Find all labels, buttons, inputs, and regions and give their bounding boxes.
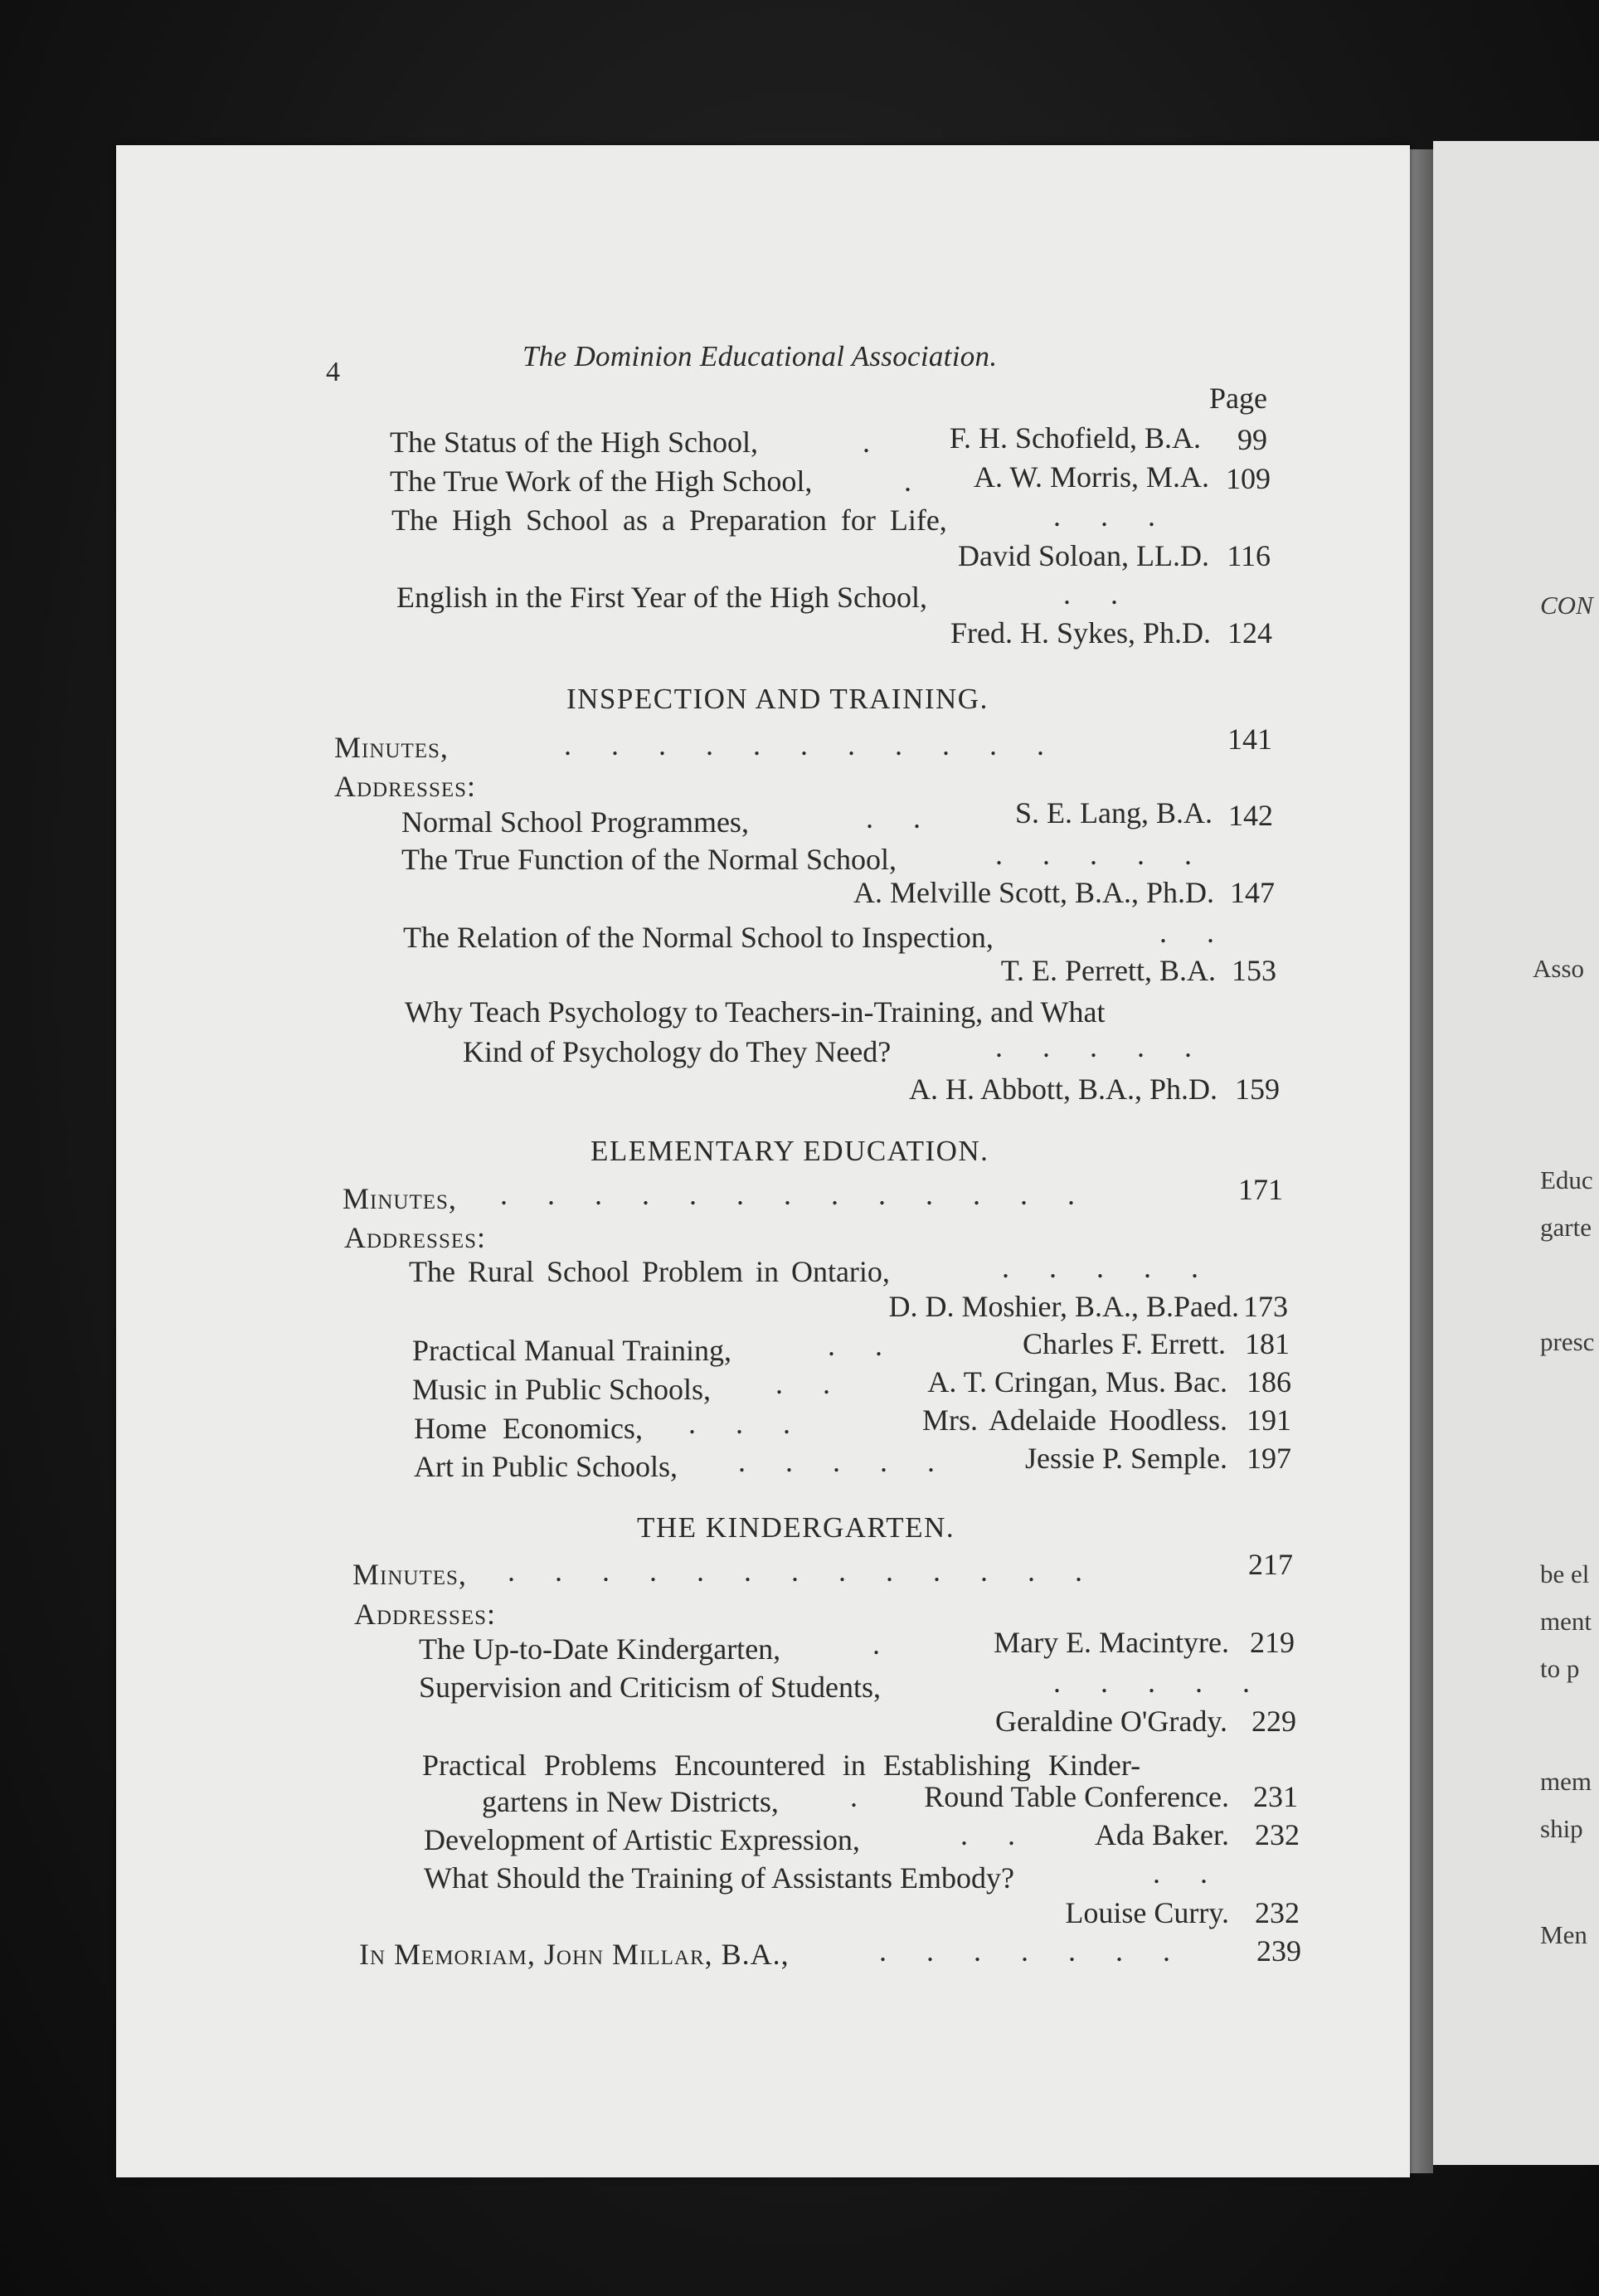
toc-entry-author: Louise Curry.	[1065, 1896, 1229, 1929]
toc-entry-author: Fred. H. Sykes, Ph.D.	[950, 616, 1211, 649]
toc-entry-title: The Rural School Problem in Ontario,	[409, 1255, 890, 1288]
facing-page-fragment: to p	[1540, 1654, 1580, 1683]
toc-entry-author: Jessie P. Semple.	[1024, 1442, 1227, 1475]
toc-entry-page: 124	[1227, 616, 1272, 649]
toc-entry-title: The True Work of the High School,	[390, 465, 813, 498]
toc-entry-title: The Status of the High School,	[390, 426, 758, 459]
section-heading: ELEMENTARY EDUCATION.	[591, 1135, 989, 1167]
leader-dots: ..	[1063, 577, 1158, 610]
toc-entry-page: 116	[1227, 539, 1271, 572]
toc-entry-title: Home Economics,	[414, 1412, 643, 1445]
toc-entry-page: 219	[1250, 1626, 1295, 1659]
toc-entry-author: David Soloan, LL.D.	[958, 539, 1209, 572]
facing-page-fragment: Asso	[1533, 954, 1585, 983]
toc-entry-author: Mrs. Adelaide Hoodless.	[922, 1403, 1227, 1437]
minutes-page: 217	[1248, 1548, 1293, 1581]
toc-entry-title-continuation: Kind of Psychology do They Need?	[463, 1035, 892, 1068]
toc-entry-page: 186	[1247, 1365, 1291, 1399]
toc-entry-title: Practical Manual Training,	[412, 1334, 731, 1367]
toc-entry-title: The Up-to-Date Kindergarten,	[419, 1632, 781, 1666]
toc-entry-page: 173	[1243, 1290, 1288, 1323]
toc-entry-title: Supervision and Criticism of Students,	[419, 1671, 881, 1704]
addresses-label: Addresses:	[334, 770, 477, 803]
leader-dots: ..	[775, 1367, 870, 1400]
toc-entry-page: 231	[1253, 1780, 1298, 1813]
toc-entry-title: Music in Public Schools,	[412, 1373, 712, 1406]
facing-page-fragment: presc	[1540, 1327, 1595, 1356]
toc-entry-page: 159	[1235, 1073, 1280, 1106]
leader-dots: .	[850, 1780, 897, 1813]
toc-entry-author: T. E. Perrett, B.A.	[1000, 954, 1216, 987]
leader-dots: .....	[1053, 1666, 1290, 1699]
toc-entry-author: Mary E. Macintyre.	[994, 1626, 1229, 1659]
facing-page-fragment: Men	[1540, 1920, 1587, 1949]
toc-entry-author: F. H. Schofield, B.A.	[949, 421, 1201, 455]
toc-entry-title: Art in Public Schools,	[414, 1450, 678, 1483]
leader-dots: .............	[508, 1554, 1122, 1588]
facing-page-fragment: ship	[1540, 1814, 1583, 1843]
leader-dots: ..	[1159, 916, 1254, 949]
facing-page-fragment: Educ	[1540, 1165, 1593, 1194]
toc-entry-author: S. E. Lang, B.A.	[1015, 796, 1213, 829]
toc-entry-title: The Relation of the Normal School to Inspection,	[403, 921, 994, 954]
leader-dots: .	[872, 1627, 920, 1661]
page-number: 4	[326, 357, 340, 387]
leader-dots: .....	[1002, 1251, 1238, 1284]
toc-entry-author: D. D. Moshier, B.A., B.Paed.	[888, 1290, 1239, 1323]
running-head-title: The Dominion Educational Association.	[522, 340, 998, 372]
toc-entry-page: 147	[1230, 876, 1275, 909]
toc-entry-title: Practical Problems Encountered in Establishing Kinder-	[422, 1749, 1141, 1782]
facing-page-fragment: mem	[1540, 1767, 1592, 1796]
toc-entry-title: Why Teach Psychology to Teachers-in-Training, and What	[405, 995, 1106, 1029]
leader-dots: .....	[995, 838, 1232, 871]
toc-entry-author: A. Melville Scott, B.A., Ph.D.	[853, 876, 1214, 909]
toc-entry-title: Normal School Programmes,	[401, 805, 749, 839]
leader-dots: ...........	[564, 728, 1084, 761]
facing-page-fragment: ment	[1540, 1607, 1592, 1636]
toc-entry-author: Ada Baker.	[1095, 1818, 1229, 1851]
toc-entry-title: Development of Artistic Expression,	[424, 1823, 860, 1856]
toc-entry-page: 191	[1247, 1403, 1291, 1437]
facing-page-fragment: CON	[1540, 591, 1593, 620]
toc-entry-author: A. H. Abbott, B.A., Ph.D.	[908, 1073, 1217, 1106]
toc-entry-page: 142	[1228, 799, 1273, 832]
section-heading: THE KINDERGARTEN.	[637, 1511, 955, 1544]
leader-dots: ...	[1053, 499, 1195, 533]
toc-entry-page: 181	[1245, 1327, 1290, 1360]
leader-dots: .....	[738, 1445, 974, 1478]
toc-entry-author: A. W. Morris, M.A.	[973, 460, 1209, 494]
leader-dots: .......	[879, 1934, 1210, 1968]
facing-page-fragment: garte	[1540, 1213, 1592, 1242]
facing-page	[1433, 141, 1599, 2165]
toc-entry-page: 229	[1251, 1705, 1296, 1738]
toc-entry-page: 197	[1247, 1442, 1291, 1475]
leader-dots: ..	[1153, 1856, 1247, 1890]
leader-dots: ..	[866, 801, 960, 834]
memoriam-entry: In Memoriam, John Millar, B.A.,	[359, 1938, 790, 1971]
memoriam-page: 239	[1256, 1934, 1301, 1968]
facing-page-fragment: be el	[1540, 1559, 1590, 1588]
toc-entry-title: The High School as a Preparation for Life,	[391, 503, 947, 537]
minutes-label: Minutes,	[343, 1182, 457, 1215]
toc-entry-page: 232	[1255, 1818, 1300, 1851]
toc-entry-author: Round Table Conference.	[924, 1780, 1229, 1813]
toc-entry-title: What Should the Training of Assistants Embody?	[424, 1861, 1015, 1895]
section-heading: INSPECTION AND TRAINING.	[566, 683, 989, 715]
leader-dots: .	[863, 426, 870, 459]
leader-dots: ..	[828, 1329, 922, 1362]
minutes-label: Minutes,	[334, 731, 449, 764]
leader-dots: ...	[688, 1407, 830, 1440]
addresses-label: Addresses:	[344, 1221, 487, 1254]
toc-entry-author: A. T. Cringan, Mus. Bac.	[927, 1365, 1227, 1399]
toc-entry-author: Geraldine O'Grady.	[994, 1705, 1227, 1738]
leader-dots: .............	[500, 1178, 1115, 1211]
page-column-label: Page	[1209, 382, 1267, 415]
toc-entry-page: 232	[1255, 1896, 1300, 1929]
minutes-page: 141	[1227, 722, 1272, 756]
leader-dots: .	[904, 465, 911, 498]
toc-entry-page: 99	[1237, 423, 1267, 456]
leader-dots: .....	[995, 1030, 1232, 1063]
toc-entry-title: The True Function of the Normal School,	[401, 843, 897, 876]
toc-entry-page: 109	[1226, 462, 1271, 495]
addresses-label: Addresses:	[354, 1598, 497, 1631]
toc-entry-author: Charles F. Errett.	[1022, 1327, 1226, 1360]
minutes-page: 171	[1238, 1173, 1283, 1206]
toc-entry-page: 153	[1232, 954, 1276, 987]
leader-dots: ..	[960, 1818, 1055, 1851]
toc-entry-title: English in the First Year of the High School,	[396, 581, 927, 614]
minutes-label: Minutes,	[352, 1558, 467, 1591]
toc-entry-title-continuation: gartens in New Districts,	[482, 1785, 779, 1818]
